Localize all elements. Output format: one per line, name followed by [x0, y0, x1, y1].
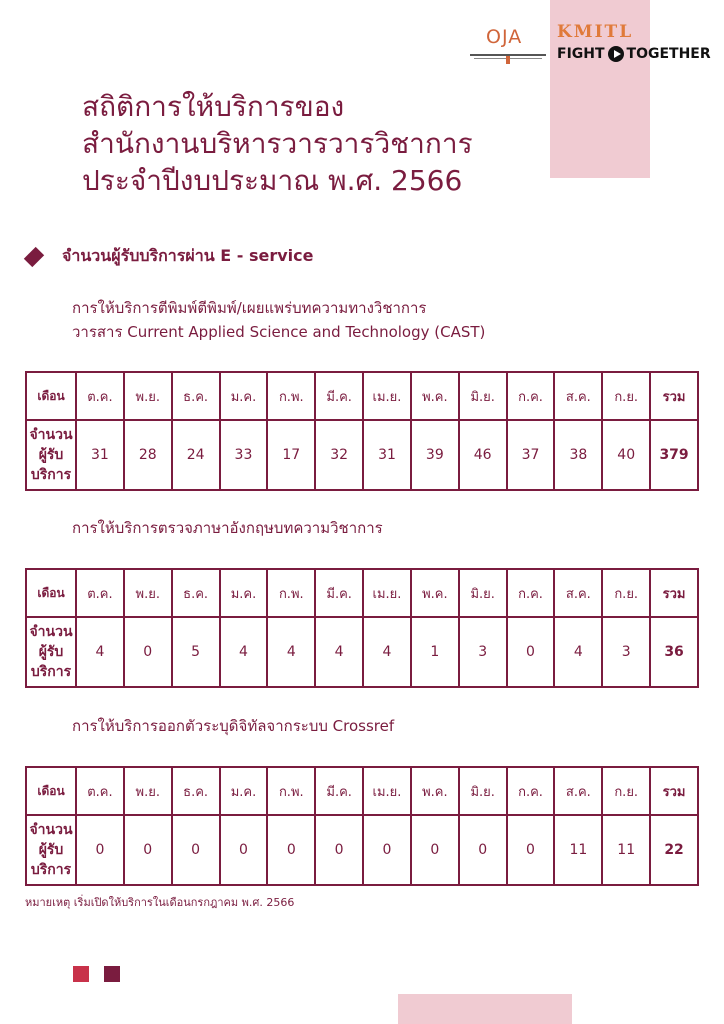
count-label-line: บริการ: [30, 862, 72, 878]
table-value-row: [26, 617, 698, 687]
count-label-line: ผู้รับ: [38, 842, 64, 858]
month-header-cell: มี.ค.: [315, 372, 363, 420]
count-label-cell: [26, 420, 76, 490]
value-cell: 24: [172, 420, 220, 490]
month-header-cell: ต.ค.: [76, 767, 124, 815]
value-cell: 5: [172, 617, 220, 687]
value-cell: 4: [554, 617, 602, 687]
section-heading-text: จำนวนผู้รับบริการผ่าน E - service: [62, 246, 314, 265]
total-value-cell: 36: [650, 617, 698, 687]
month-header-cell: ธ.ค.: [172, 372, 220, 420]
section-heading: [28, 244, 313, 269]
month-header-cell: ส.ค.: [554, 767, 602, 815]
month-header-cell: ก.ค.: [507, 372, 555, 420]
value-cell: 0: [172, 815, 220, 885]
month-header-cell: ต.ค.: [76, 372, 124, 420]
month-header-label: เดือน: [26, 569, 76, 617]
decor-pink-block-bottom: [398, 994, 572, 1024]
oja-logo-mark: [506, 56, 510, 64]
count-label-line: บริการ: [30, 664, 72, 680]
stats-table-2: [25, 568, 699, 688]
month-header-cell: พ.ย.: [124, 569, 172, 617]
table-3-subtitle: [72, 714, 394, 738]
value-cell: 28: [124, 420, 172, 490]
table-2-subtitle: [72, 516, 383, 540]
value-cell: 0: [459, 815, 507, 885]
month-header-label: เดือน: [26, 372, 76, 420]
count-label-cell: [26, 815, 76, 885]
value-cell: 4: [267, 617, 315, 687]
total-header-cell: รวม: [650, 767, 698, 815]
month-header-cell: เม.ย.: [363, 569, 411, 617]
table-value-row: [26, 420, 698, 490]
month-header-cell: ก.พ.: [267, 569, 315, 617]
value-cell: 11: [554, 815, 602, 885]
value-cell: 31: [76, 420, 124, 490]
value-cell: 0: [220, 815, 268, 885]
month-header-cell: ก.ค.: [507, 767, 555, 815]
count-label-cell: [26, 617, 76, 687]
kmitl-logo: [557, 22, 717, 62]
month-header-cell: ก.ย.: [602, 569, 650, 617]
month-header-cell: มี.ค.: [315, 569, 363, 617]
month-header-cell: พ.ค.: [411, 372, 459, 420]
month-header-cell: ธ.ค.: [172, 569, 220, 617]
count-label-line: บริการ: [30, 467, 72, 483]
value-cell: 39: [411, 420, 459, 490]
count-label-line: จำนวน: [29, 822, 73, 838]
value-cell: 46: [459, 420, 507, 490]
oja-logo-text: OJA: [486, 26, 523, 48]
month-header-cell: ส.ค.: [554, 372, 602, 420]
stats-table-3: [25, 766, 699, 886]
month-header-cell: พ.ค.: [411, 569, 459, 617]
table-value-row: [26, 815, 698, 885]
value-cell: 0: [411, 815, 459, 885]
month-header-cell: พ.ย.: [124, 767, 172, 815]
month-header-cell: ก.พ.: [267, 767, 315, 815]
month-header-cell: มิ.ย.: [459, 569, 507, 617]
stats-table-1: [25, 371, 699, 491]
month-header-cell: ต.ค.: [76, 569, 124, 617]
table-1-subtitle-line-1: การให้บริการตีพิมพ์ตีพิมพ์/เผยแพร่บทความทางวิชาการ: [72, 299, 427, 317]
value-cell: 0: [507, 617, 555, 687]
total-value-cell: 22: [650, 815, 698, 885]
oja-logo: [470, 26, 546, 66]
table-header-row: [26, 767, 698, 815]
value-cell: 3: [459, 617, 507, 687]
month-header-cell: ก.ค.: [507, 569, 555, 617]
kmitl-logo-top: KMITL: [557, 22, 634, 42]
month-header-cell: ม.ค.: [220, 767, 268, 815]
count-label-line: จำนวน: [29, 427, 73, 443]
value-cell: 32: [315, 420, 363, 490]
decor-square-maroon: [104, 966, 120, 982]
table-1-subtitle: [72, 296, 485, 344]
table-1-subtitle-line-2: วารสาร Current Applied Science and Technology (CAST): [72, 323, 486, 341]
kmitl-logo-slogan: [557, 46, 717, 62]
table-header-row: [26, 372, 698, 420]
page-title-line-3: ประจำปีงบประมาณ พ.ศ. 2566: [82, 164, 463, 197]
count-label-line: จำนวน: [29, 624, 73, 640]
count-label-line: ผู้รับ: [38, 447, 64, 463]
footnote: หมายเหตุ เริ่มเปิดให้บริการในเดือนกรกฎาคม พ.ศ. 2566: [25, 896, 295, 909]
value-cell: 38: [554, 420, 602, 490]
total-value-cell: 379: [650, 420, 698, 490]
value-cell: 0: [363, 815, 411, 885]
value-cell: 33: [220, 420, 268, 490]
value-cell: 11: [602, 815, 650, 885]
page-title: [82, 88, 473, 199]
month-header-cell: มิ.ย.: [459, 767, 507, 815]
month-header-cell: ธ.ค.: [172, 767, 220, 815]
value-cell: 37: [507, 420, 555, 490]
month-header-cell: พ.ค.: [411, 767, 459, 815]
play-icon: [608, 46, 624, 62]
value-cell: 0: [507, 815, 555, 885]
value-cell: 3: [602, 617, 650, 687]
value-cell: 17: [267, 420, 315, 490]
value-cell: 0: [267, 815, 315, 885]
value-cell: 0: [76, 815, 124, 885]
month-header-cell: มี.ค.: [315, 767, 363, 815]
value-cell: 4: [315, 617, 363, 687]
table-header-row: [26, 569, 698, 617]
value-cell: 0: [124, 815, 172, 885]
page-title-line-1: สถิติการให้บริการของ: [82, 90, 345, 123]
month-header-cell: ก.ย.: [602, 372, 650, 420]
month-header-cell: เม.ย.: [363, 372, 411, 420]
value-cell: 0: [124, 617, 172, 687]
table-2-subtitle-line-1: การให้บริการตรวจภาษาอังกฤษบทความวิชาการ: [72, 519, 383, 537]
month-header-cell: ก.พ.: [267, 372, 315, 420]
value-cell: 1: [411, 617, 459, 687]
diamond-bullet-icon: [24, 246, 44, 266]
month-header-cell: ก.ย.: [602, 767, 650, 815]
value-cell: 4: [220, 617, 268, 687]
decor-square-red: [73, 966, 89, 982]
value-cell: 31: [363, 420, 411, 490]
month-header-cell: ส.ค.: [554, 569, 602, 617]
page-title-line-2: สำนักงานบริหารวารวารวิชาการ: [82, 127, 473, 160]
month-header-cell: ม.ค.: [220, 569, 268, 617]
month-header-cell: เม.ย.: [363, 767, 411, 815]
total-header-cell: รวม: [650, 569, 698, 617]
table-3-subtitle-line-1: การให้บริการออกตัวระบุดิจิทัลจากระบบ Crossref: [72, 717, 395, 735]
value-cell: 4: [363, 617, 411, 687]
kmitl-slogan-right: TOGETHER: [626, 46, 711, 62]
value-cell: 40: [602, 420, 650, 490]
kmitl-slogan-left: FIGHT: [557, 46, 605, 62]
count-label-line: ผู้รับ: [38, 644, 64, 660]
month-header-cell: ม.ค.: [220, 372, 268, 420]
month-header-label: เดือน: [26, 767, 76, 815]
total-header-cell: รวม: [650, 372, 698, 420]
month-header-cell: พ.ย.: [124, 372, 172, 420]
value-cell: 0: [315, 815, 363, 885]
month-header-cell: มิ.ย.: [459, 372, 507, 420]
value-cell: 4: [76, 617, 124, 687]
